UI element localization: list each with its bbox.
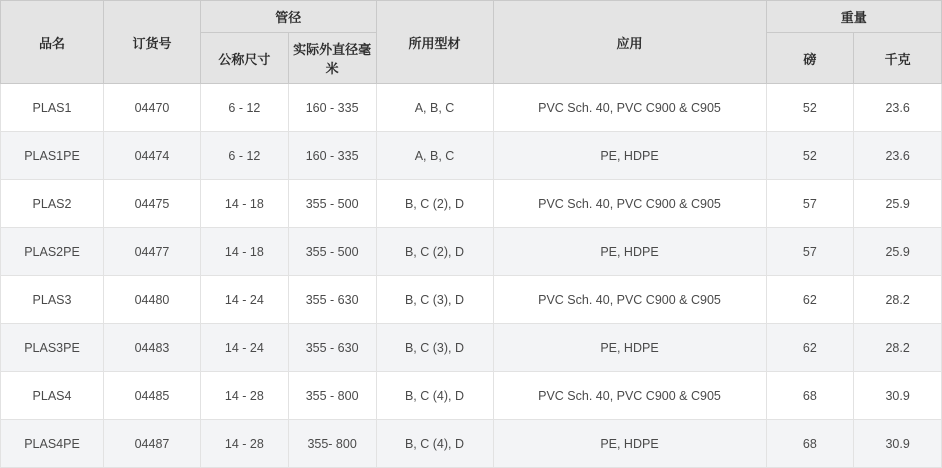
column-header-part-number: 订货号 xyxy=(104,1,201,84)
column-header-weight: 重量 xyxy=(766,1,942,33)
cell-actual-od: 355 - 500 xyxy=(288,228,376,276)
cell-nominal-size: 6 - 12 xyxy=(201,84,289,132)
cell-pounds: 68 xyxy=(766,372,854,420)
cell-name[interactable]: PLAS3 xyxy=(1,276,104,324)
cell-pounds: 68 xyxy=(766,420,854,468)
cell-name[interactable]: PLAS4PE xyxy=(1,420,104,468)
cell-kilograms: 23.6 xyxy=(854,84,942,132)
cell-part-number: 04470 xyxy=(104,84,201,132)
cell-nominal-size: 14 - 28 xyxy=(201,372,289,420)
header-row-top xyxy=(1,1,942,33)
cell-nominal-size: 14 - 24 xyxy=(201,276,289,324)
cell-application: PVC Sch. 40, PVC C900 & C905 xyxy=(493,180,766,228)
table-row xyxy=(1,132,942,180)
cell-part-number: 04477 xyxy=(104,228,201,276)
cell-name[interactable]: PLAS1 xyxy=(1,84,104,132)
cell-part-number: 04487 xyxy=(104,420,201,468)
cell-actual-od: 355- 800 xyxy=(288,420,376,468)
cell-nominal-size: 6 - 12 xyxy=(201,132,289,180)
cell-part-number: 04480 xyxy=(104,276,201,324)
cell-name[interactable]: PLAS4 xyxy=(1,372,104,420)
cell-name[interactable]: PLAS3PE xyxy=(1,324,104,372)
cell-application: PVC Sch. 40, PVC C900 & C905 xyxy=(493,372,766,420)
table-body xyxy=(1,84,942,468)
cell-actual-od: 355 - 500 xyxy=(288,180,376,228)
cell-pounds: 57 xyxy=(766,180,854,228)
column-header-actual-od: 实际外直径毫米 xyxy=(288,33,376,84)
column-header-nominal-size: 公称尺寸 xyxy=(201,33,289,84)
cell-part-number: 04485 xyxy=(104,372,201,420)
cell-nominal-size: 14 - 18 xyxy=(201,180,289,228)
cell-kilograms: 30.9 xyxy=(854,420,942,468)
cell-pounds: 52 xyxy=(766,84,854,132)
cell-name[interactable]: PLAS1PE xyxy=(1,132,104,180)
cell-pounds: 62 xyxy=(766,324,854,372)
cell-name[interactable]: PLAS2 xyxy=(1,180,104,228)
table-row xyxy=(1,372,942,420)
cell-actual-od: 160 - 335 xyxy=(288,84,376,132)
table-row xyxy=(1,420,942,468)
cell-profile: B, C (4), D xyxy=(376,372,493,420)
cell-part-number: 04475 xyxy=(104,180,201,228)
cell-part-number: 04483 xyxy=(104,324,201,372)
cell-kilograms: 28.2 xyxy=(854,276,942,324)
cell-profile: B, C (4), D xyxy=(376,420,493,468)
table-row xyxy=(1,84,942,132)
table-row xyxy=(1,324,942,372)
column-header-pipe-diameter: 管径 xyxy=(201,1,377,33)
cell-kilograms: 30.9 xyxy=(854,372,942,420)
cell-profile: A, B, C xyxy=(376,84,493,132)
cell-application: PVC Sch. 40, PVC C900 & C905 xyxy=(493,276,766,324)
cell-actual-od: 160 - 335 xyxy=(288,132,376,180)
table-row xyxy=(1,276,942,324)
cell-application: PE, HDPE xyxy=(493,420,766,468)
cell-actual-od: 355 - 630 xyxy=(288,324,376,372)
cell-actual-od: 355 - 800 xyxy=(288,372,376,420)
cell-kilograms: 28.2 xyxy=(854,324,942,372)
cell-pounds: 57 xyxy=(766,228,854,276)
cell-kilograms: 25.9 xyxy=(854,228,942,276)
cell-pounds: 62 xyxy=(766,276,854,324)
cell-nominal-size: 14 - 18 xyxy=(201,228,289,276)
cell-pounds: 52 xyxy=(766,132,854,180)
cell-name[interactable]: PLAS2PE xyxy=(1,228,104,276)
table-header xyxy=(1,1,942,84)
cell-kilograms: 23.6 xyxy=(854,132,942,180)
cell-application: PE, HDPE xyxy=(493,228,766,276)
column-header-kilograms: 千克 xyxy=(854,33,942,84)
cell-profile: A, B, C xyxy=(376,132,493,180)
cell-profile: B, C (2), D xyxy=(376,180,493,228)
cell-profile: B, C (3), D xyxy=(376,324,493,372)
cell-profile: B, C (2), D xyxy=(376,228,493,276)
column-header-profile: 所用型材 xyxy=(376,1,493,84)
cell-kilograms: 25.9 xyxy=(854,180,942,228)
table-row xyxy=(1,228,942,276)
column-header-name: 品名 xyxy=(1,1,104,84)
cell-nominal-size: 14 - 28 xyxy=(201,420,289,468)
column-header-pounds: 磅 xyxy=(766,33,854,84)
cell-profile: B, C (3), D xyxy=(376,276,493,324)
column-header-application: 应用 xyxy=(493,1,766,84)
cell-application: PVC Sch. 40, PVC C900 & C905 xyxy=(493,84,766,132)
cell-actual-od: 355 - 630 xyxy=(288,276,376,324)
cell-nominal-size: 14 - 24 xyxy=(201,324,289,372)
cell-part-number: 04474 xyxy=(104,132,201,180)
cell-application: PE, HDPE xyxy=(493,324,766,372)
table-row xyxy=(1,180,942,228)
cell-application: PE, HDPE xyxy=(493,132,766,180)
